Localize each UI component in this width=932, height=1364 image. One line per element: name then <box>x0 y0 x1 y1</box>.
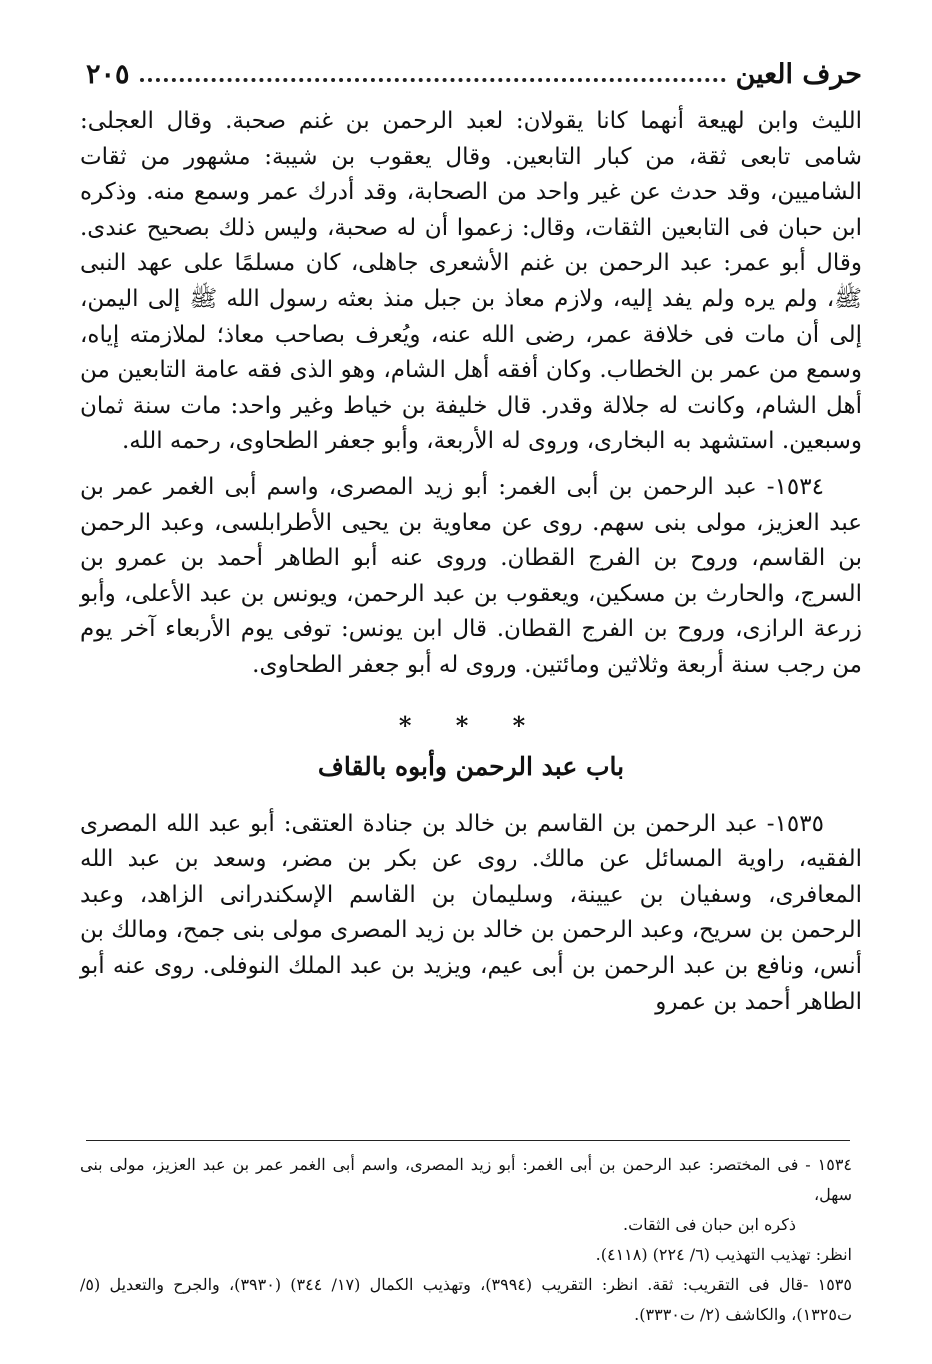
footnote-1534-line2: ذكره ابن حبان فى الثقات. <box>623 1215 796 1234</box>
footnote-divider <box>86 1140 850 1141</box>
main-text <box>80 104 862 1020</box>
footnote-1535: ١٥٣٥ -قال فى التقريب: ثقة. انظر: التقريب (٣٩٩٤)، وتهذيب الكمال (١٧/ ٣٤٤) (٣٩٣٠)، والجرح والتعديل (٥/ ت١٣٢٥)، والكاشف (٢/ ت٣٣٣٠). <box>80 1275 852 1324</box>
page-number: ٢٠٥ <box>86 58 130 90</box>
footnotes <box>80 1150 852 1330</box>
chapter-title: حرف العين <box>735 58 862 90</box>
running-header <box>86 52 862 96</box>
paragraph-continuation: الليث وابن لهيعة أنهما كانا يقولان: لعبد الرحمن بن غنم صحبة. وقال العجلى: شامى تابعى ثقة، من كبار التابعين. وقال يعقوب بن شيبة: مشهور من ثقات الشاميين، وقد حدث عن غير واحد من الصحابة، وقد أدرك عمر وسمع منه. وذكره ابن حبان فى التابعين الثقات، وقال: زعموا أن له صحبة، وليس ذلك بصحيح عندى. وقال أبو عمر: عبد الرحمن بن غنم الأشعرى جاهلى، كان مسلمًا على عهد النبى ﷺ، ولم يره ولم يفد إليه، ولازم معاذ بن جبل منذ بعثه رسول الله ﷺ إلى اليمن، إلى أن مات فى خلافة عمر، رضى الله عنه، ويُعرف بصاحب معاذ؛ لملازمته إياه، وسمع من عمر بن الخطاب. وكان أفقه أهل الشام، وهو الذى فقه عامة التابعين من أهل الشام، وكانت له جلالة وقدر. قال خليفة بن خياط وغير واحد: مات سنة ثمان وسبعين. استشهد به البخارى، وروى له الأربعة، وأبو جعفر الطحاوى، رحمه الله. <box>80 108 862 455</box>
footnote-1534-line1: ١٥٣٤ - فى المختصر: عبد الرحمن بن أبى الغمر: أبو زيد المصرى، واسم أبى الغمر عمر بن عبد العزيز، مولى بنى سهل، <box>80 1155 852 1204</box>
entry-1534: ١٥٣٤- عبد الرحمن بن أبى الغمر: أبو زيد المصرى، واسم أبى الغمر عمر بن عبد العزيز، مولى بنى سهم. روى عن معاوية بن يحيى الأطرابلسى، وعبد الرحمن بن القاسم، وروح بن الفرج القطان. وروى عنه أبو الطاهر أحمد بن عمرو بن السرج، والحارث بن مسكين، ويعقوب بن عبد الرحمن، ويونس بن عبد الأعلى، وأبو زرعة الرازى، وروح بن الفرج القطان. قال ابن يونس: توفى يوم الأربعاء آخر يوم من رجب سنة أربعة وثلاثين ومائتين. وروى له أبو جعفر الطحاوى. <box>80 473 862 678</box>
section-separator: * * * <box>398 710 544 740</box>
section-heading: باب عبد الرحمن وأبوه بالقاف <box>317 752 625 782</box>
entry-1535: ١٥٣٥- عبد الرحمن بن القاسم بن خالد بن جنادة العتقى: أبو عبد الله المصرى الفقيه، راوية المسائل عن مالك. روى عن بكر بن مضر، وسعد بن عبد الله المعافرى، وسفيان بن عيينة، وسليمان بن القاسم الإسكندرانى الزاهد، وعبد الرحمن بن سريح، وعبد الرحمن بن خالد بن زيد المصرى مولى بنى جمح، ومالك بن أنس، ونافع بن عبد الرحمن بن أبى عيم، ويزيد بن عبد الملك النوفلى. روى عنه أبو الطاهر أحمد بن عمرو <box>80 810 862 1015</box>
footnote-1534-line3: انظر: تهذيب التهذيب (٦/ ٢٢٤) (٤١١٨). <box>595 1245 852 1264</box>
header-dot-leader <box>140 74 726 82</box>
